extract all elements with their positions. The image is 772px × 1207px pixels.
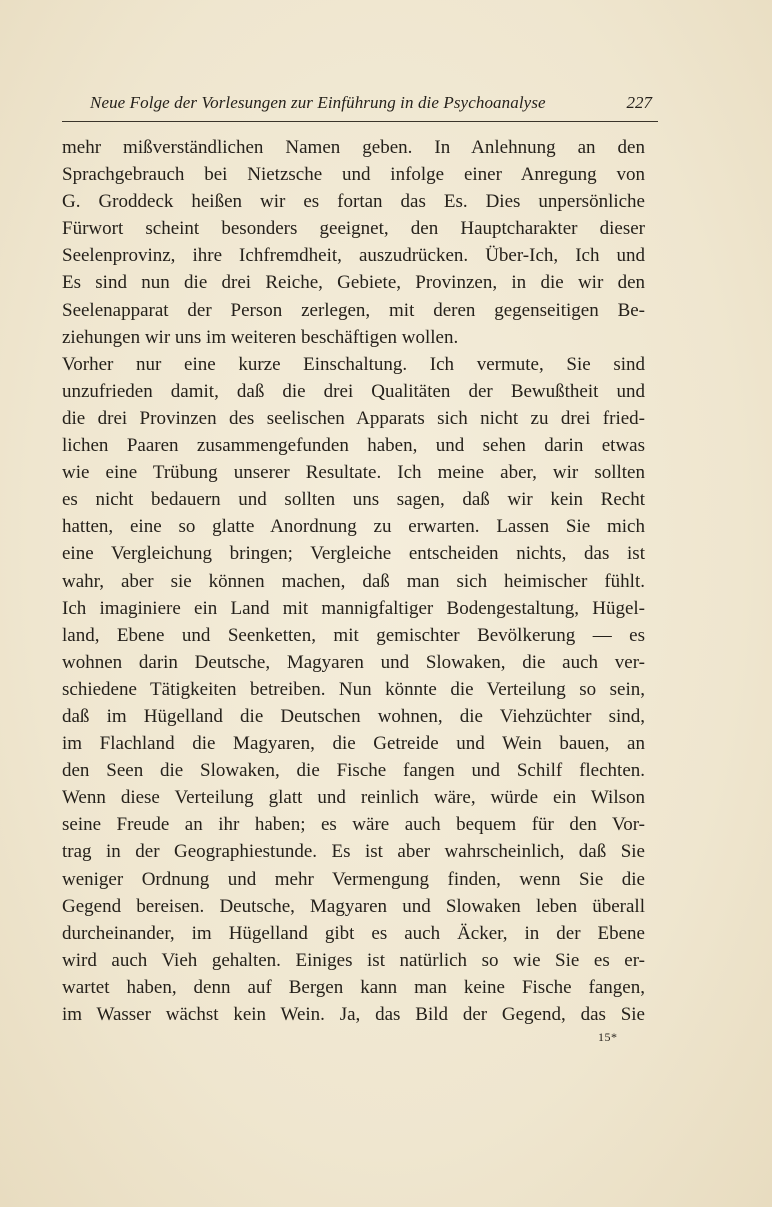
text-line: es nicht bedauern und sollten uns sagen, daß wir kein Recht — [62, 489, 645, 511]
text-line: weniger Ordnung und mehr Vermengung finden, wenn Sie die — [62, 868, 645, 890]
text-line: Seelenprovinz, ihre Ichfremdheit, auszudrücken. Über-Ich, Ich und — [62, 245, 645, 267]
text-line: Wenn diese Verteilung glatt und reinlich wäre, würde ein Wilson — [62, 787, 645, 809]
text-line: den Seen die Slowaken, die Fische fangen und Schilf flechten. — [62, 760, 645, 782]
text-line: hatten, eine so glatte Anordnung zu erwarten. Lassen Sie mich — [62, 516, 645, 538]
text-line: eine Vergleichung bringen; Vergleiche entscheiden nichts, das ist — [62, 543, 645, 565]
running-header-title: Neue Folge der Vorlesungen zur Einführung in die Psychoanalyse — [90, 93, 546, 112]
paragraph-end-line: ziehungen wir uns im weiteren beschäftigen wollen. — [62, 326, 459, 348]
text-line: wie eine Trübung unserer Resultate. Ich meine aber, wir sollten — [62, 462, 645, 484]
text-line: Fürwort scheint besonders geeignet, den Hauptcharakter dieser — [62, 218, 645, 240]
text-line: lichen Paaren zusammengefunden haben, und sehen darin etwas — [62, 435, 645, 457]
running-header — [62, 93, 658, 122]
text-line: G. Groddeck heißen wir es fortan das Es. Dies unpersönliche — [62, 191, 645, 213]
paragraph-start-line: Vorher nur eine kurze Einschaltung. Ich vermute, Sie sind — [62, 353, 645, 375]
text-line: im Flachland die Magyaren, die Getreide und Wein bauen, an — [62, 733, 645, 755]
text-line: unzufrieden damit, daß die drei Qualitäten der Bewußtheit und — [62, 380, 645, 402]
text-line: land, Ebene und Seenketten, mit gemischter Bevölkerung — es — [62, 624, 645, 646]
text-line: wird auch Vieh gehalten. Einiges ist natürlich so wie Sie es er- — [62, 949, 645, 971]
text-line: Es sind nun die drei Reiche, Gebiete, Provinzen, in die wir den — [62, 272, 645, 294]
text-line: seine Freude an ihr haben; es wäre auch bequem für den Vor- — [62, 814, 645, 836]
text-line: wahr, aber sie können machen, daß man sich heimischer fühlt. — [62, 570, 645, 592]
body-text — [62, 134, 645, 1028]
text-line: daß im Hügelland die Deutschen wohnen, die Viehzüchter sind, — [62, 705, 645, 727]
text-line: Seelenapparat der Person zerlegen, mit deren gegenseitigen Be- — [62, 299, 645, 321]
text-line: Gegend bereisen. Deutsche, Magyaren und Slowaken leben überall — [62, 895, 645, 917]
text-line: wohnen darin Deutsche, Magyaren und Slowaken, die auch ver- — [62, 651, 645, 673]
text-line: schiedene Tätigkeiten betreiben. Nun könnte die Verteilung so sein, — [62, 678, 645, 700]
text-line: Ich imaginiere ein Land mit mannigfaltiger Bodengestaltung, Hügel- — [62, 597, 645, 619]
text-line: die drei Provinzen des seelischen Apparats sich nicht zu drei fried- — [62, 407, 645, 429]
text-line: im Wasser wächst kein Wein. Ja, das Bild der Gegend, das Sie — [62, 1004, 645, 1025]
text-line: durcheinander, im Hügelland gibt es auch Äcker, in der Ebene — [62, 922, 645, 944]
page-number: 227 — [626, 93, 652, 112]
text-line: mehr mißverständlichen Namen geben. In Anlehnung an den — [62, 137, 645, 158]
signature-mark: 15* — [598, 1030, 618, 1044]
text-line: wartet haben, denn auf Bergen kann man keine Fische fangen, — [62, 976, 645, 998]
text-line: trag in der Geographiestunde. Es ist aber wahrscheinlich, daß Sie — [62, 841, 645, 863]
text-line: Sprachgebrauch bei Nietzsche und infolge einer Anregung von — [62, 164, 645, 186]
